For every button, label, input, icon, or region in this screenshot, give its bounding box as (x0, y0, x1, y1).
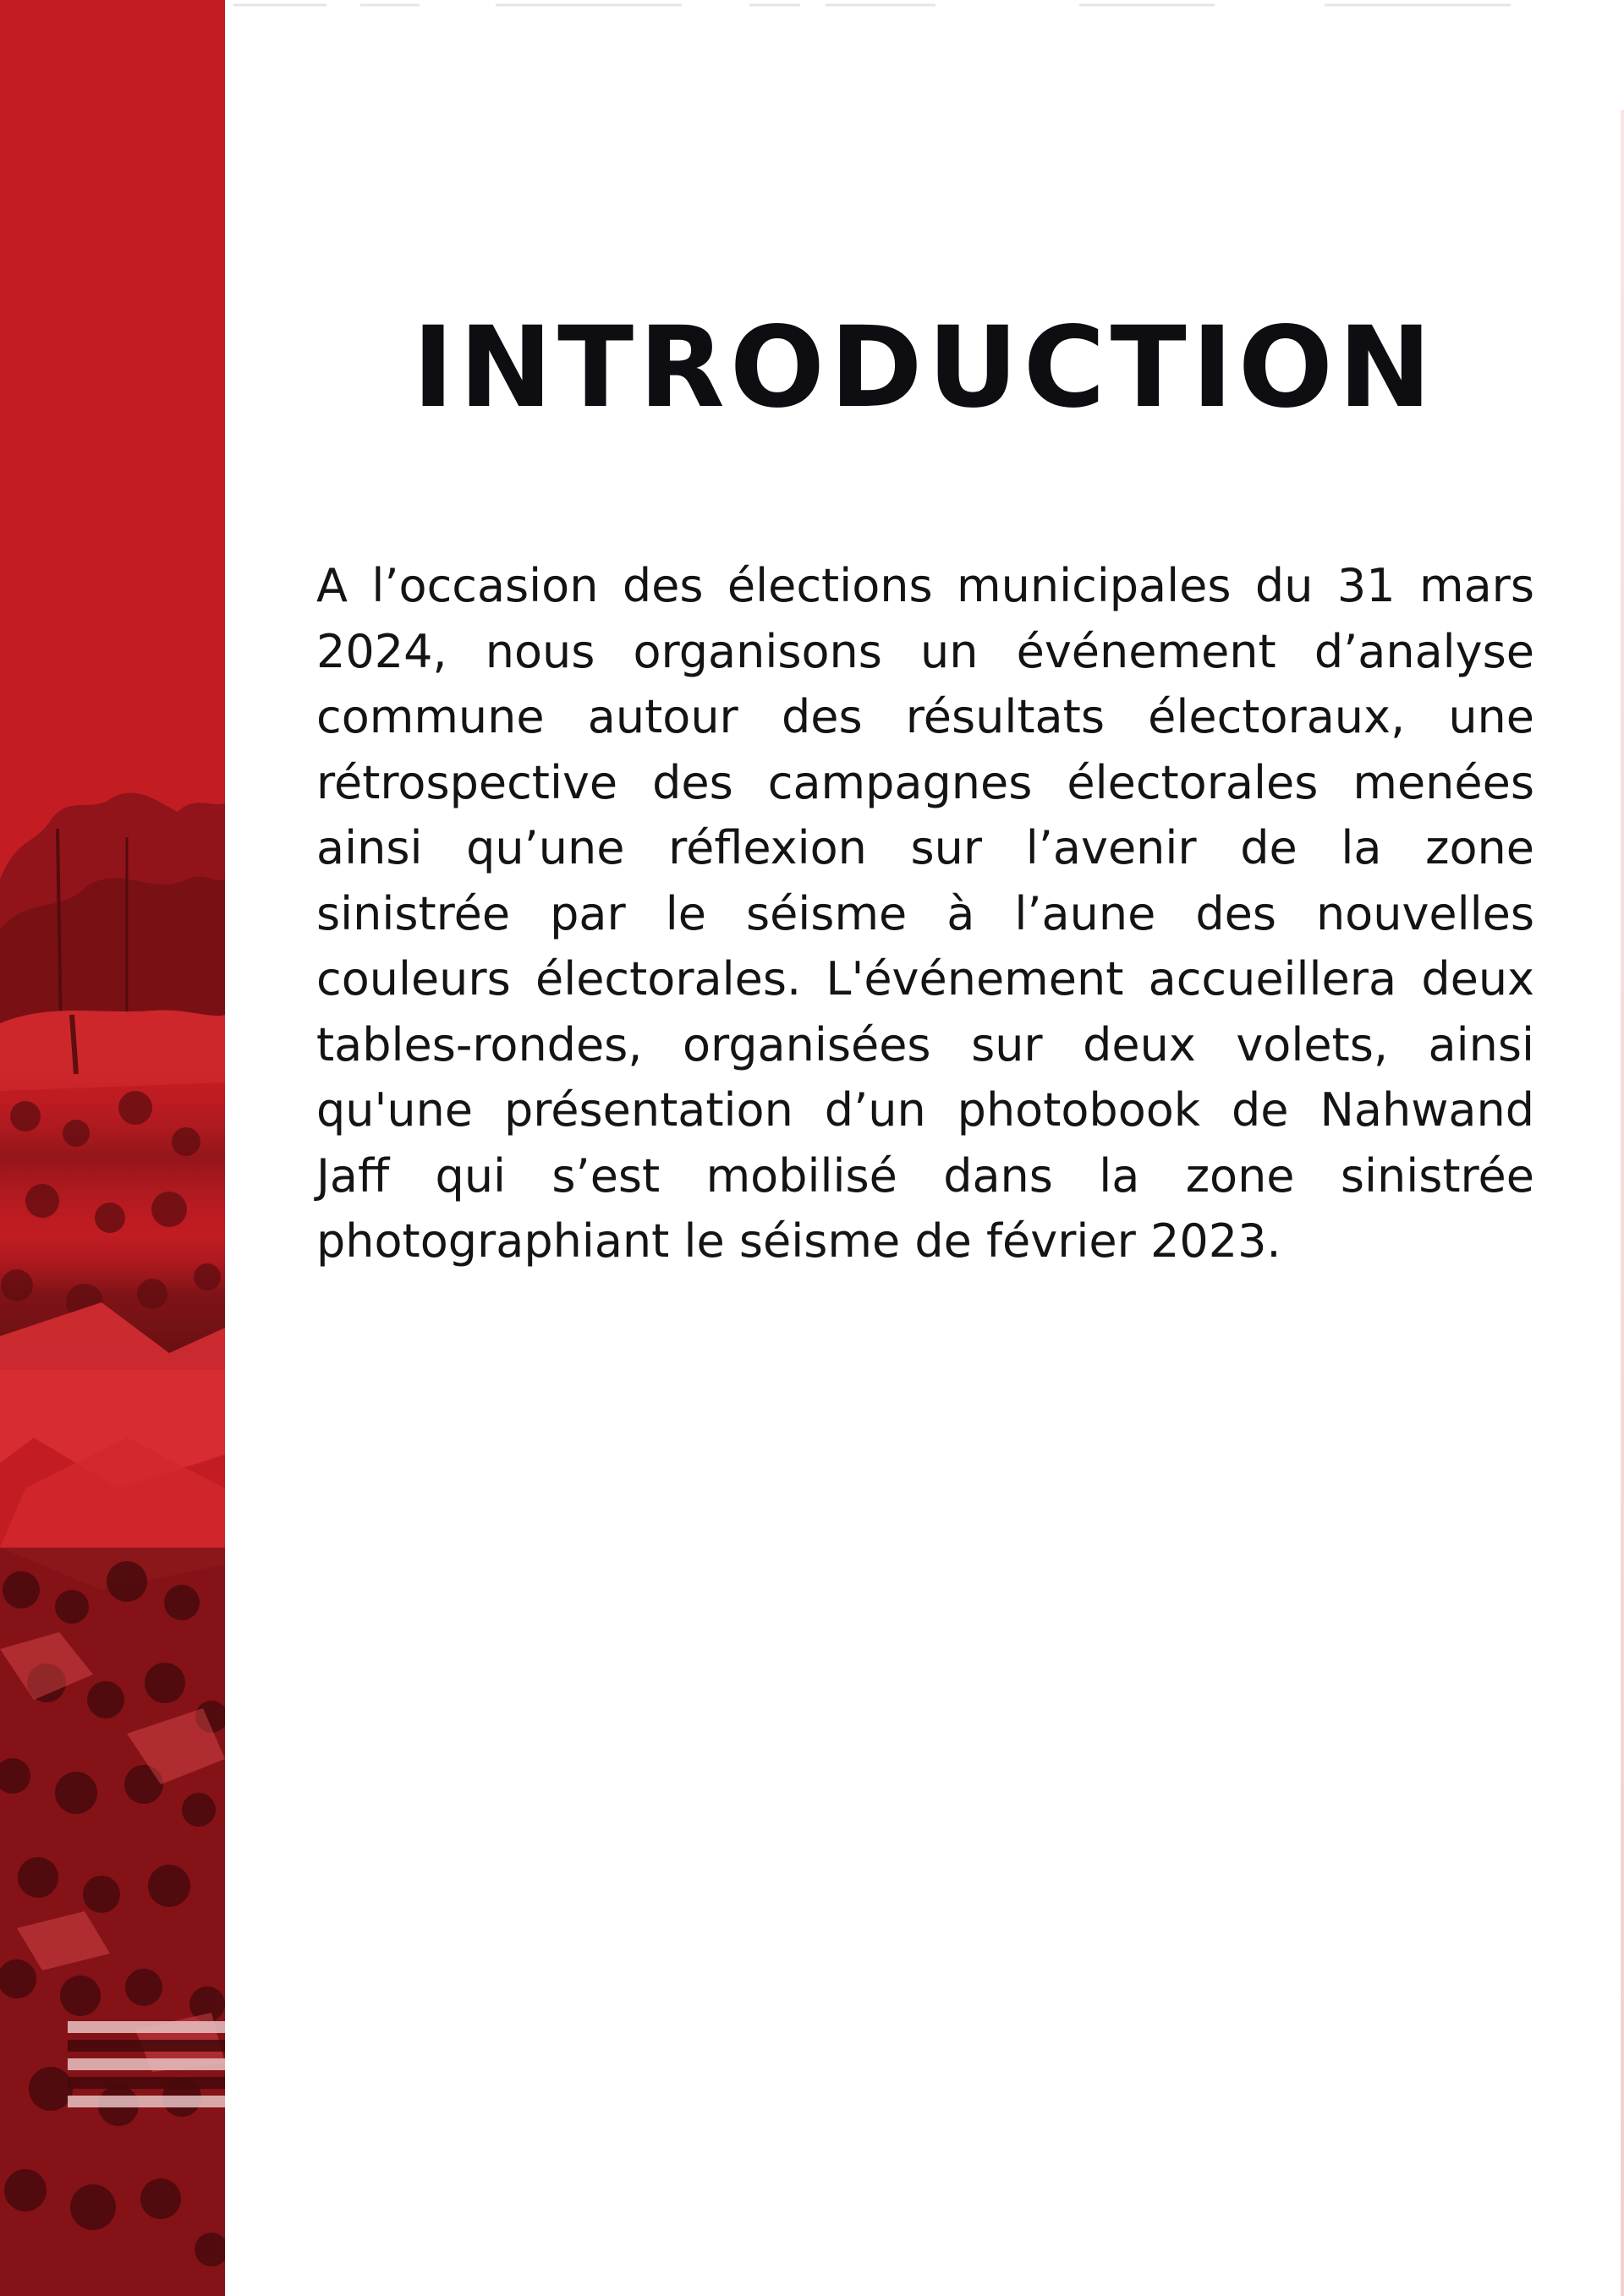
right-edge-line (1621, 110, 1624, 2296)
sidebar-crowd-photo (0, 0, 225, 2296)
intro-paragraph: A l’occasion des élections municipales du 31 mars 2024, nous organisons un événement d’analyse commune autour des résultats électoraux, une rétrospective des campagnes électorales menées ainsi qu’une réflexion sur l’avenir de la zone sinistrée par le séisme à l’aune des nouvelles couleurs électorales. L'événement accueillera deux tables-rondes, organisées sur deux volets, ainsi qu'une présentation d’un photobook de Nahwand Jaff qui s’est mobilisé dans la zone sinistrée photographiant le séisme de février 2023. (316, 559, 1534, 1268)
crowd-photo-image (0, 0, 225, 2296)
page-title: INTRODUCTION (412, 303, 1437, 433)
top-faint-lines (225, 0, 1624, 12)
